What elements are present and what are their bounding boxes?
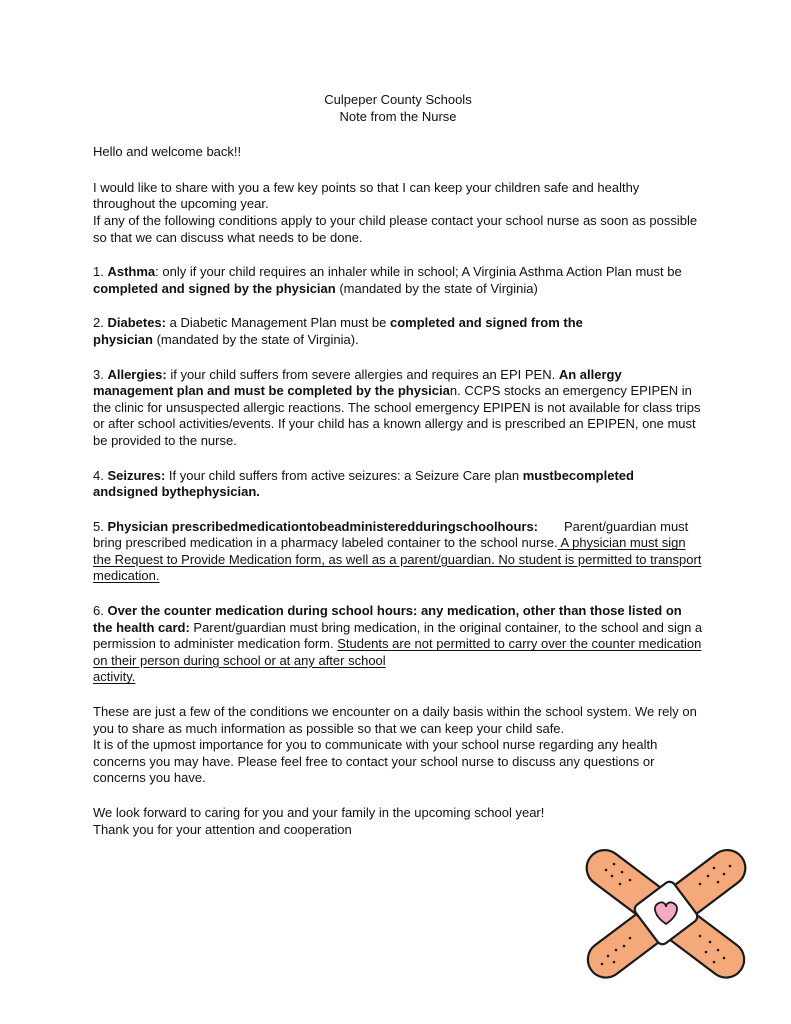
bandage-heart-icon (584, 846, 748, 980)
item-diabetes (93, 315, 593, 348)
item-label: Allergies: (107, 366, 167, 382)
item-allergies (93, 367, 703, 450)
item-number: 3. (93, 366, 108, 382)
school-name: Culpeper County Schools (324, 92, 472, 107)
item-text-end: (mandated by the state of Virginia) (335, 280, 538, 296)
item-asthma (93, 264, 703, 297)
item-text: Parent/guardian must bring medication, in the original container, to the school and sign a permission to administer medication form. (93, 619, 703, 652)
item-label: Seizures: (107, 467, 166, 483)
item-seizures (93, 468, 653, 501)
item-text: If your child suffers from active seizures: a Seizure Care plan (165, 467, 523, 483)
item-bold-text: mustbecompleted andsigned bythephysician. (93, 467, 634, 500)
item-text-end: n. CCPS stocks an emergency EPIPEN in the clinic for unsuspected allergic reactions. The school emergency EPIPEN is not available for class trips or after school activities/events. If your child has a known allergy and is prescribed an EPIPEN, one must be provided to the nurse. (93, 383, 701, 448)
item-label: Physician prescribedmedicationtobeadministeredduringschoolhours: (107, 518, 538, 534)
closing-text-2: It is of the upmost importance for you to communicate with your school nurse regarding any health concerns you may have. Please feel free to contact your school nurse to discuss any questions or concerns you have. (93, 737, 658, 786)
item-bold-text: An allergy management plan and must be completed by the physicia (93, 366, 622, 399)
item-underlined-text-end: activity. (93, 669, 136, 685)
item-number: 1. (93, 264, 108, 280)
item-physician-medication (93, 519, 703, 585)
item-underlined-text: A physician must sign the Request to Provide Medication form, as well as a parent/guardian. No student is permitted to transport medication. (93, 535, 702, 584)
closing-text-1: These are just a few of the conditions we encounter on a daily basis within the school system. We rely on you to share as much information as possible so that we can keep your child safe. (93, 704, 697, 736)
item-number: 6. (93, 603, 108, 619)
item-label: Over the counter medication during school hours: any medication, other than those listed on the health card: (93, 603, 682, 635)
item-number: 2. (93, 315, 108, 331)
intro-line-1: I would like to share with you a few key points so that I can keep your children safe and healthy throughout the upcoming year. (93, 179, 640, 212)
intro-line-2: If any of the following conditions apply to your child please contact your school nurse as soon as possible so that we can discuss what needs to be done. (93, 212, 698, 245)
closing-paragraph-2 (93, 805, 703, 838)
item-otc-medication (93, 603, 703, 686)
item-text: : only if your child requires an inhaler while in school; A Virginia Asthma Action Plan must be (155, 264, 682, 280)
greeting: Hello and welcome back!! (93, 144, 242, 160)
item-number: 5. (93, 518, 108, 534)
document-title: Note from the Nurse (339, 108, 457, 124)
item-text-end: (mandated by the state of Virginia). (152, 331, 359, 347)
item-label: Diabetes: (107, 315, 166, 331)
closing-text-3: We look forward to caring for you and your family in the upcoming school year! (93, 805, 545, 820)
item-bold-text: completed and signed by the physician (93, 280, 336, 296)
item-underlined-text: Students are not permitted to carry over the counter medication on their person during school or at any after school (93, 636, 702, 668)
intro-paragraph (93, 180, 703, 246)
item-text: if your child suffers from severe allergies and requires an EPI PEN. (166, 366, 559, 382)
item-label: Asthma (107, 264, 156, 280)
item-text: Parent/guardian must bring prescribed medication in a pharmacy labeled container to the school nurse. (93, 518, 689, 551)
document-body (93, 92, 703, 838)
closing-paragraph-1 (93, 704, 703, 787)
closing-text-4: Thank you for your attention and cooperation (93, 821, 352, 837)
item-text: a Diabetic Management Plan must be (166, 315, 391, 331)
item-bold-text: completed and signed from the physician (93, 315, 583, 347)
item-number: 4. (93, 467, 108, 483)
